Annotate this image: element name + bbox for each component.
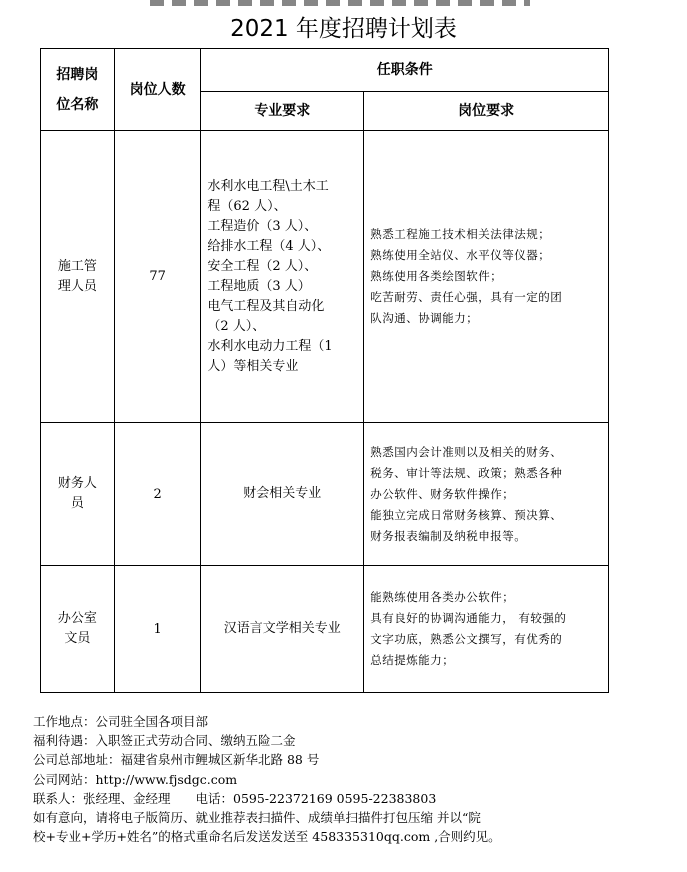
position-cell bbox=[41, 566, 115, 693]
requirements-cell bbox=[364, 566, 609, 693]
text-line: 公司总部地址：福建省泉州市鲤城区新华北路 88 号 bbox=[33, 752, 320, 768]
table-row bbox=[41, 566, 609, 693]
text-line: 电气工程及其自动化 bbox=[207, 298, 325, 314]
header-position-name bbox=[41, 49, 115, 131]
text-line: 具有良好的协调沟通能力， 有较强的 bbox=[370, 611, 567, 625]
table-row bbox=[41, 131, 609, 423]
cell-text: 理人员 bbox=[57, 278, 97, 294]
header-headcount: 岗位人数 bbox=[114, 49, 201, 131]
text-line: 熟练使用各类绘图软件； bbox=[370, 269, 503, 283]
count-cell: 2 bbox=[114, 423, 201, 566]
text-line: 熟悉工程施工技术相关法律法规； bbox=[370, 227, 551, 241]
text-line: 给排水工程（4 人）、 bbox=[207, 238, 331, 254]
count-cell: 77 bbox=[114, 131, 201, 423]
text-line: 水利水电动力工程（1 bbox=[207, 338, 333, 354]
text-line: 熟悉国内会计准则以及相关的财务、 bbox=[370, 444, 563, 459]
cropped-heading bbox=[150, 0, 530, 6]
cell-text: 办公室 bbox=[57, 611, 97, 626]
text-line: 办公软件、财务软件操作； bbox=[370, 486, 515, 501]
text-line: 工作地点：公司驻全国各项目部 bbox=[33, 714, 209, 729]
table-row bbox=[41, 423, 609, 566]
text-line: 程（62 人）、 bbox=[207, 198, 287, 214]
count-cell: 1 bbox=[114, 566, 201, 693]
text-line: 能熟练使用各类办公软件； bbox=[370, 590, 515, 604]
text-line: 联系人：张经理、金经理 电话：0595-22372169 0595-22383803 bbox=[33, 790, 437, 806]
text-line: 人）等相关专业 bbox=[207, 358, 299, 374]
text-line: 财务报表编制及纳税申报等。 bbox=[370, 528, 527, 543]
cell-text: 文员 bbox=[64, 631, 91, 646]
text-line: 队沟通、协调能力； bbox=[370, 311, 479, 325]
text-line: 文字功底，熟悉公文撰写，有优秀的 bbox=[370, 632, 563, 646]
text-line: 福利待遇：入职签正式劳动合同、缴纳五险二金 bbox=[33, 733, 296, 749]
header-major-req: 专业要求 bbox=[201, 92, 364, 131]
header-job-req: 岗位要求 bbox=[364, 92, 609, 131]
text-line: 水利水电工程\土木工 bbox=[207, 178, 329, 194]
position-cell bbox=[41, 423, 115, 566]
text-line: （2 人）、 bbox=[207, 318, 266, 334]
text-line: 吃苦耐劳、责任心强，具有一定的团 bbox=[370, 290, 563, 304]
footer-info bbox=[33, 712, 501, 846]
text-line: 校+专业+学历+姓名”的格式重命名后发送发送至 458335310qq.com ,合则约见。 bbox=[33, 829, 501, 845]
recruitment-table bbox=[40, 48, 609, 693]
cell-text: 财务人 bbox=[57, 476, 97, 491]
text-line: 税务、审计等法规、政策；熟悉各种 bbox=[370, 465, 563, 480]
major-cell bbox=[201, 131, 364, 423]
page-title: 2021 年度招聘计划表 bbox=[230, 16, 457, 42]
text-line: 能独立完成日常财务核算、预决算、 bbox=[370, 507, 563, 522]
cell-text: 施工管 bbox=[57, 258, 97, 274]
text-line: 工程造价（3 人）、 bbox=[207, 218, 318, 234]
cell-text: 员 bbox=[70, 496, 84, 511]
major-cell: 财会相关专业 bbox=[201, 423, 364, 566]
text-line: 安全工程（2 人）、 bbox=[207, 258, 318, 274]
requirements-cell bbox=[364, 131, 609, 423]
header-text: 位名称 bbox=[56, 96, 99, 113]
text-line: 熟练使用全站仪、水平仪等仪器； bbox=[370, 248, 551, 262]
text-line: 工程地质（3 人） bbox=[207, 278, 311, 294]
text-line: 公司网站：http://www.fjsdgc.com bbox=[33, 771, 238, 787]
text-line: 如有意向，请将电子版简历、就业推荐表扫描件、成绩单扫描件打包压缩 并以“院 bbox=[33, 810, 481, 826]
header-conditions: 任职条件 bbox=[201, 49, 609, 92]
text-line: 总结提炼能力； bbox=[370, 653, 455, 667]
position-cell bbox=[41, 131, 115, 423]
major-cell: 汉语言文学相关专业 bbox=[201, 566, 364, 693]
requirements-cell bbox=[364, 423, 609, 566]
header-text: 招聘岗 bbox=[56, 66, 99, 83]
